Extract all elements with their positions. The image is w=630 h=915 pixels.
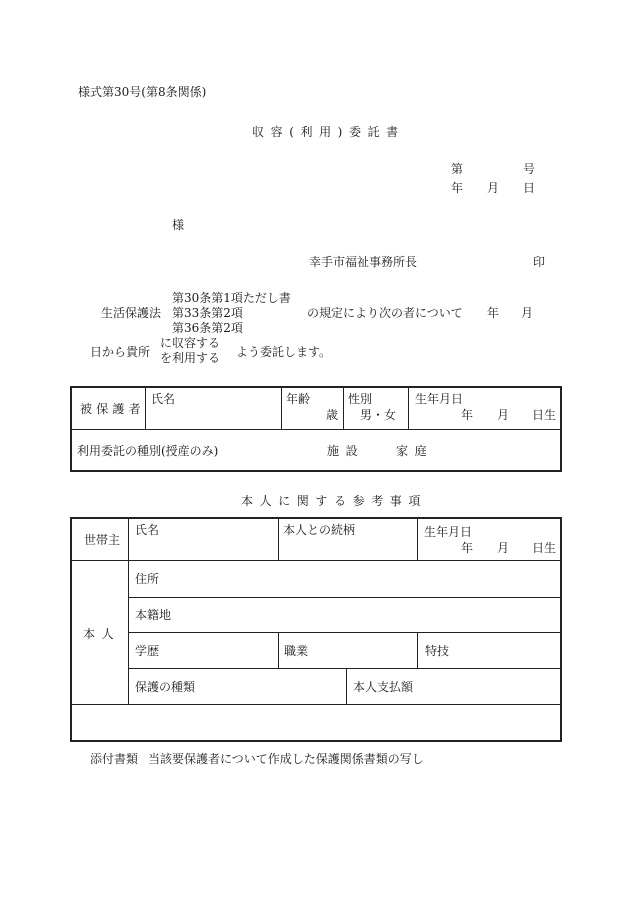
issuer-name: 幸手市福祉事務所長 — [309, 255, 418, 269]
table2-col-divider — [278, 633, 279, 668]
from-text: 日から貴所 — [90, 345, 151, 359]
body-month: 月 — [521, 306, 534, 320]
person-label: 本人 — [83, 627, 121, 641]
beneficiary-header: 被保護者 — [80, 402, 145, 416]
dob-label: 生年月日 — [415, 392, 464, 406]
head-dob-day: 日生 — [532, 541, 557, 555]
option-riyou: を利用する — [160, 351, 221, 365]
payment-label: 本人支払額 — [353, 680, 414, 694]
age-unit: 歳 — [326, 408, 339, 422]
table1-col-divider — [408, 387, 409, 429]
table2-col-divider — [278, 518, 279, 560]
provision-text: の規定により次の者について — [307, 306, 463, 320]
address-label: 住所 — [135, 572, 160, 586]
age-label: 年齢 — [286, 392, 311, 406]
type-label: 利用委託の種別(授産のみ) — [77, 444, 219, 458]
body-year: 年 — [487, 306, 500, 320]
sex-options: 男・女 — [360, 408, 397, 422]
dob-year: 年 — [461, 408, 474, 422]
table2-col-divider — [128, 518, 129, 704]
type-facility: 施設 — [327, 444, 365, 458]
doc-no-go: 号 — [523, 162, 536, 176]
protection-type-label: 保護の種類 — [135, 680, 196, 694]
closing-text: よう委託します。 — [236, 345, 332, 359]
table1-col-divider — [343, 387, 344, 429]
type-home: 家庭 — [396, 444, 434, 458]
date-day: 日 — [523, 181, 536, 195]
attachment-text: 当該要保護者について作成した保護関係書類の写し — [148, 752, 424, 766]
option-shuyou: に収容する — [160, 336, 221, 350]
attachment-label: 添付書類 — [90, 752, 139, 766]
article-2: 第33条第2項 — [172, 306, 243, 320]
table2-row-divider — [71, 560, 561, 561]
article-1: 第30条第1項ただし書 — [172, 291, 291, 305]
addressee-sama: 様 — [172, 218, 185, 232]
table2-col-divider — [417, 633, 418, 668]
relation-label: 本人との続柄 — [283, 523, 356, 537]
section-title: 本人に関する参考事項 — [241, 494, 428, 508]
form-number: 様式第30号(第8条関係) — [78, 85, 207, 99]
table2-row-divider — [129, 597, 561, 598]
table1-row-divider — [71, 429, 561, 430]
doc-no-dai: 第 — [451, 162, 464, 176]
head-dob-label: 生年月日 — [424, 525, 473, 539]
article-3: 第36条第2項 — [172, 321, 243, 335]
table1-col-divider — [145, 387, 146, 429]
table2-row-divider — [129, 668, 561, 669]
date-month: 月 — [487, 181, 500, 195]
sex-label: 性別 — [348, 392, 373, 406]
name-label: 氏名 — [151, 392, 176, 406]
dob-day: 日生 — [532, 408, 557, 422]
table2-col-divider — [346, 669, 347, 704]
law-name: 生活保護法 — [101, 306, 162, 320]
education-label: 学歴 — [135, 644, 160, 658]
seal-mark: 印 — [533, 255, 546, 269]
occupation-label: 職業 — [284, 644, 309, 658]
table1-col-divider — [281, 387, 282, 429]
household-head-label: 世帯主 — [84, 533, 121, 547]
document-title: 収容(利用)委託書 — [252, 125, 405, 139]
head-dob-month: 月 — [497, 541, 510, 555]
head-dob-year: 年 — [461, 541, 474, 555]
head-name-label: 氏名 — [135, 523, 160, 537]
skill-label: 特技 — [425, 644, 450, 658]
date-year: 年 — [451, 181, 464, 195]
domicile-label: 本籍地 — [135, 608, 172, 622]
table-reference — [70, 517, 562, 742]
dob-month: 月 — [497, 408, 510, 422]
table2-col-divider — [417, 518, 418, 560]
table2-row-divider — [71, 704, 561, 705]
table2-row-divider — [129, 632, 561, 633]
